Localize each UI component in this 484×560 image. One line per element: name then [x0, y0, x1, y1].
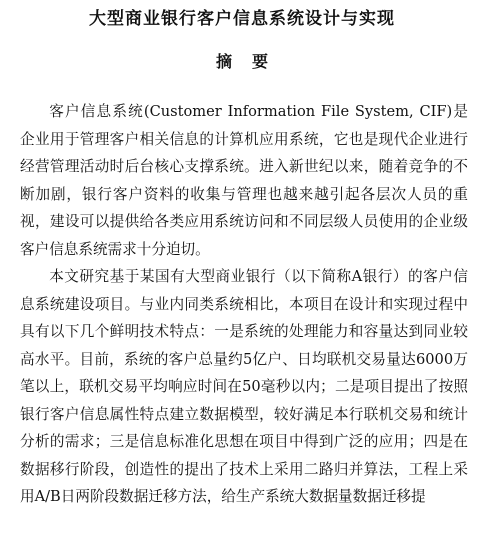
abstract-body: [20, 98, 468, 511]
document-title: 大型商业银行客户信息系统设计与实现: [89, 9, 395, 29]
abstract-paragraph-2: 本文研究基于某国有大型商业银行（以下简称A银行）的客户信息系统建设项目。与业内同类系统相比，本项目在设计和实现过程中具有以下几个鲜明技术特点：一是系统的处理能力和容量达到同业较高水平。目前，系统的客户总量约5亿户、日均联机交易量达6000万笔以上，联机交易平均响应时间在50毫秒以内；二是项目提出了按照银行客户信息属性特点建立数据模型，较好满足本行联机交易和统计分析的需求；三是信息标准化思想在项目中得到广泛的应用；四是在数据移行阶段，创造性的提出了技术上采用二路归并算法，工程上采用A/B日两阶段数据迁移方法，给生产系统大数据量数据迁移提: [20, 268, 468, 505]
abstract-paragraph-1: 客户信息系统(Customer Information File System, CIF)是企业用于管理客户相关信息的计算机应用系统，它也是现代企业进行经营管理活动时后台核心支撑系统。进入新世纪以来，随着竞争的不断加剧，银行客户资料的收集与管理也越来越引起各层次人员的重视，建设可以提供给各类应用系统访问和不同层级人员使用的企业级客户信息系统需求十分迫切。: [20, 103, 468, 258]
abstract-heading: 摘要: [215, 52, 288, 71]
